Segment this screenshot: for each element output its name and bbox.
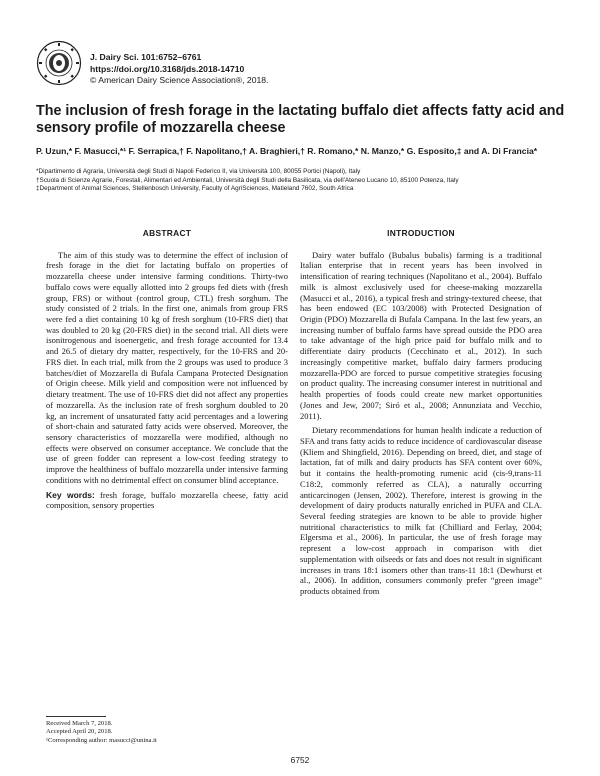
affiliation-basilicata: †Scuola di Scienze Agrarie, Forestali, Alimentari ed Ambientali, Università degli Studi della Basilicata, via dell'Ateneo Lucano 10, 85100 Potenza, Italy: [36, 176, 459, 184]
affiliation-napoli: *Dipartimento di Agraria, Università degli Studi di Napoli Federico II, via Università 100, 80055 Portici (Napoli), Italy: [36, 168, 361, 175]
abstract-heading: ABSTRACT: [142, 228, 192, 238]
introduction-paragraph: Dairy water buffalo (Bubalus bubalis) farming is a traditional Italian enterprise that in recent years has been involved in intensification of rearing techniques (Napolitano et al., 2004). Buffalo milk is almost exclusively used for cheese-making mozzarella (Masucci et al., 2016), a typical fresh and stringy-textured cheese, that has been endowed (EC 103/2008) with Protected Designation of Origin (PDO) Mozzarella di Bufala Campana. In the last few years, an increasing number of buffalo farms have spread outside the PDO area to take advantage of the high price paid for buffalo milk and to differentiate dairy products (Cecchinato et al., 2012). In such increasingly competitive market, buffalo dairy farmers producing mozzarella-PDO are forced to pursue competitive strategies focusing on product quality. The increasing consumer interest in nutritional and health properties of foods could create new market opportunities (Jones and Jew, 2007; Siró et al., 2008; Annunziata and Vecchio, 2011).: [300, 249, 542, 421]
page-number: 6752: [290, 755, 310, 765]
introduction-heading: INTRODUCTION: [387, 228, 455, 238]
journal-logo-icon: [36, 40, 82, 86]
abstract-text: The aim of this study was to determine the effect of inclusion of fresh forage in the diet for lactating buffalo on properties of mozzarella cheese under intensive farming conditions. Thirty-two buffalo cows were equally allotted into 2 groups fed diets with (fresh group, FRS) or without (control group, CTL) fresh sorghum. The study consisted of 2 trials. In the first one, animals from group FRS were fed a diet containing 10 kg of fresh sorghum (10-FRS diet) that was doubled to 20 kg (20-FRS diet) in the second trial. All diets were isonitrogenous and isoenergetic, and fresh forage accounted for 13.4 and 26.5 of dietary dry matter, respectively, for the 10-FRS and 20-FRS diet. In each trial, milk from the 2 groups was used to produce 3 batches/diet of Mozzarella di Bufala Campana Protected Designation of Origin cheese. Milk yield and composition were not influenced by dietary treatment. The use of 10-FRS diet did not affect any properties of mozzarella. As the inclusion rate of fresh sorghum doubled to 20 kg, an increment of unsaturated fatty acid percentages and a lowering of short-chain and saturated fatty acids were observed. Moreover, the sensory characteristics of mozzarella were modified, although no effects were observed on consumer acceptance. We conclude that the use of green fodder can represent a low-cost feeding strategy to improve the healthiness of buffalo mozzarella under intensive farming conditions with no detrimental effect on consumer blind acceptance.: [46, 249, 288, 485]
footnotes: [46, 720, 157, 745]
article-title: The inclusion of fresh forage in the lactating buffalo diet affects fatty acid and sensory profile of mozzarella cheese: [36, 103, 565, 136]
introduction-paragraph: Dietary recommendations for human health indicate a reduction of SFA and trans fatty acids to reduce incidence of cardiovascular disease (Kliem and Shingfield, 2016). Depending on breed, diet, and stage of lactation, fat of milk and dairy products has SFA content over 60%, but it contains the health-promoting rumenic acid (cis-9,trans-11 C18:2, commonly referred as CLA), a naturally occurring anticarcinogen (Jensen, 2002). Therefore, interest is growing in the development of dairy products naturally enriched in PUFA and CLA. Several feeding strategies are known to be able to provide higher nutritional characteristics to milk fat (Chilliard and Ferlay, 2004; Elgersma et al., 2006). In particular, the use of fresh forage may represent a low-cost approach in comparison with diet supplementation with oilseeds or fats and does not result in significant increases in trans 18:1 isomers other than trans-11 18:1 (Dewhurst et al., 2006). In addition, consumers commonly prefer “green image” products obtained from: [300, 425, 542, 596]
keywords: [46, 490, 288, 511]
accepted-date: Accepted April 20, 2018.: [46, 728, 113, 736]
doi-link[interactable]: https://doi.org/10.3168/jds.2018-14710: [90, 63, 245, 74]
journal-citation: J. Dairy Sci. 101:6752–6761: [90, 52, 202, 62]
received-date: Received March 7, 2018.: [46, 720, 113, 727]
keywords-list: fresh forage, buffalo mozzarella cheese, fatty acid composition, sensory properties: [46, 489, 288, 511]
keywords-label: Key words:: [46, 489, 95, 500]
introduction-column: [300, 228, 542, 597]
affiliation-stellenbosch: ‡Department of Animal Sciences, Stellenbosch University, Faculty of AgriSciences, Matieland 7602, South Africa: [36, 185, 354, 193]
author-list: P. Uzun,* F. Masucci,*¹ F. Serrapica,† F. Napolitano,† A. Braghieri,† R. Romano,* N. Manzo,* G. Esposito,‡ and A. Di Francia*: [36, 146, 538, 156]
journal-header: [90, 52, 268, 87]
copyright-notice: © American Dairy Science Association®, 2018.: [90, 75, 269, 85]
affiliations: [36, 168, 576, 194]
abstract-column: [46, 228, 288, 511]
footnote-divider: [46, 716, 106, 717]
corresponding-author: ¹Corresponding author: masucci@unina.it: [46, 736, 157, 744]
